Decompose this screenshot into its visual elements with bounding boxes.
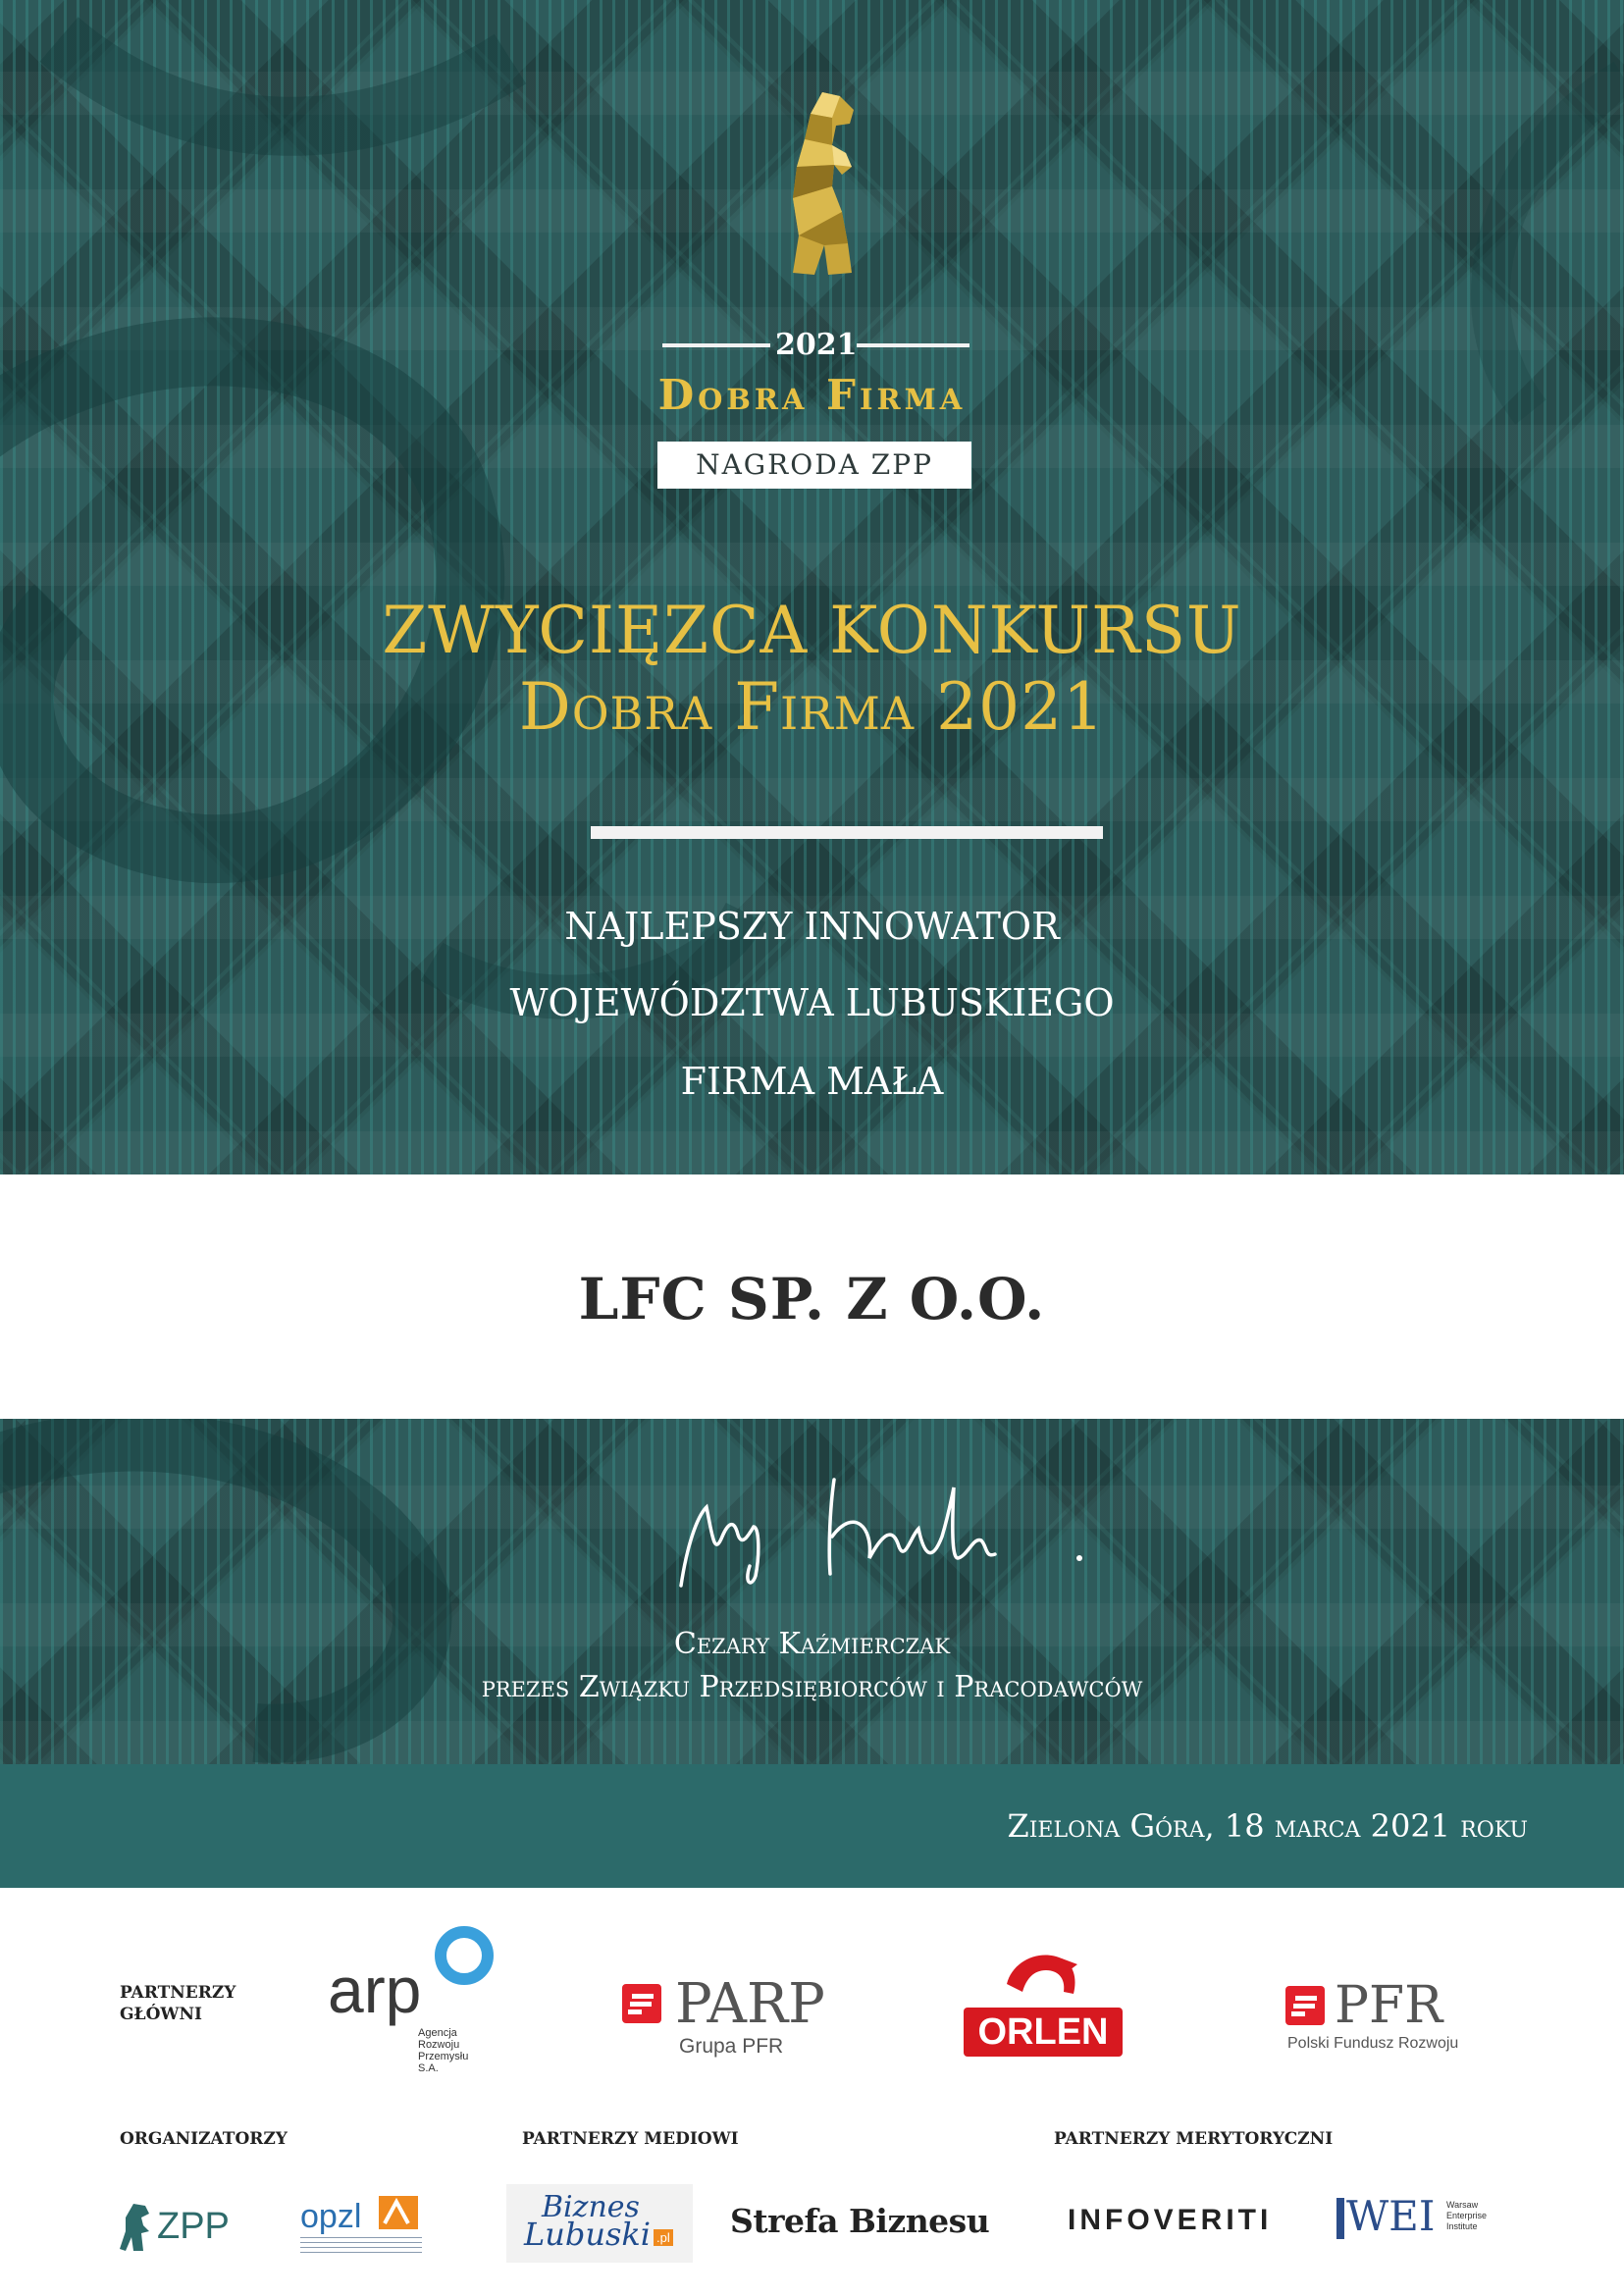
recipient-company: LFC SP. Z O.O. [578,1266,1046,1332]
bear-trophy-icon [763,88,881,285]
main-partners-label-line2: GŁÓWNI [120,2005,202,2024]
arp-subtitle [418,2027,468,2074]
category-line3: FIRMA MAŁA [680,1060,944,1103]
main-partners-label [120,1982,236,2025]
year-line-left [662,343,770,347]
signature-image [657,1468,1089,1595]
parp-mark-icon [622,1984,661,2023]
arp-ring-icon [432,1923,497,1988]
zpp-logo[interactable] [120,2198,247,2257]
award-badge [657,442,971,489]
headline-line2: Dobra Firma 2021 [518,669,1106,745]
year-line-right [857,343,969,347]
award-badge-label: NAGRODA ZPP [696,448,933,481]
strefa-biznesu-logo[interactable]: Strefa Biznesu [730,2202,990,2240]
pfr-mark-icon [1285,1986,1325,2025]
opzl-mark-icon [379,2196,418,2229]
arp-wordmark: arp [328,1954,422,2026]
orlen-logo[interactable] [962,1949,1125,2062]
biznes-lubuski-line2: Lubuski [524,2216,651,2253]
orlen-eagle-icon [1001,1949,1079,2008]
wei-logo[interactable] [1336,2192,1493,2251]
date-bar [0,1764,1624,1888]
headline-divider [591,826,1103,839]
biznes-lubuski-line1: Biznes [542,2190,640,2224]
opzl-logo[interactable] [300,2194,428,2263]
main-partners-label-line1: PARTNERZY [120,1983,236,2003]
opzl-tagline-lines [300,2237,422,2253]
pfr-subtitle: Polski Fundusz Rozwoju [1287,2035,1459,2052]
arp-logo[interactable] [324,1923,500,2080]
category-line2: WOJEWÓDZTWA LUBUSKIEGO [509,981,1115,1024]
award-year: 2021 [775,328,858,362]
orlen-wordmark: ORLEN [977,2011,1109,2053]
content-partners-label: PARTNERZY MERYTORYCZNI [1054,2129,1334,2149]
award-name: Dobra Firma [657,371,967,419]
wei-wordmark: WEI [1346,2192,1436,2240]
orlen-wordmark-box [964,2008,1123,2057]
signature-band [0,1419,1624,1764]
headline-line1: ZWYCIĘZCA KONKURSU [382,593,1242,668]
category-line1: NAJLEPSZY INNOWATOR [564,905,1060,948]
wei-subtitle-line1: Warsaw [1446,2200,1479,2210]
opzl-wordmark: opzl [300,2198,362,2235]
wei-subtitle [1446,2200,1487,2232]
infoveriti-logo[interactable]: INFOVERITI [1068,2204,1273,2236]
signatory-name: Cezary Kaźmierczak [673,1627,951,1661]
pfr-wordmark: PFR [1335,1976,1443,2035]
parp-logo[interactable] [622,1972,848,2061]
zpp-bear-icon [120,2202,153,2253]
biznes-lubuski-suffix: .pl [654,2229,673,2246]
arp-subtitle-line4: S.A. [418,2062,439,2074]
wei-mark-icon [1336,2198,1344,2239]
place-date: Zielona Góra, 18 marca 2021 roku [1007,1807,1528,1845]
media-partners-label: PARTNERZY MEDIOWI [522,2129,739,2149]
parp-wordmark: PARP [675,1972,825,2036]
wei-subtitle-line2: Enterprise [1446,2211,1488,2220]
biznes-lubuski-logo[interactable] [506,2184,693,2263]
organizers-label: ORGANIZATORZY [120,2129,288,2149]
wei-subtitle-line3: Institute [1446,2221,1478,2231]
arp-subtitle-line1: Agencja [418,2027,457,2039]
arp-subtitle-line3: Przemysłu [418,2051,469,2062]
parp-subtitle: Grupa PFR [679,2035,784,2058]
arp-subtitle-line2: Rozwoju [418,2039,460,2051]
pfr-logo[interactable] [1285,1976,1482,2059]
zpp-wordmark: ZPP [157,2206,230,2247]
signatory-title: prezes Związku Przedsiębiorców i Pracodawców [481,1670,1143,1704]
